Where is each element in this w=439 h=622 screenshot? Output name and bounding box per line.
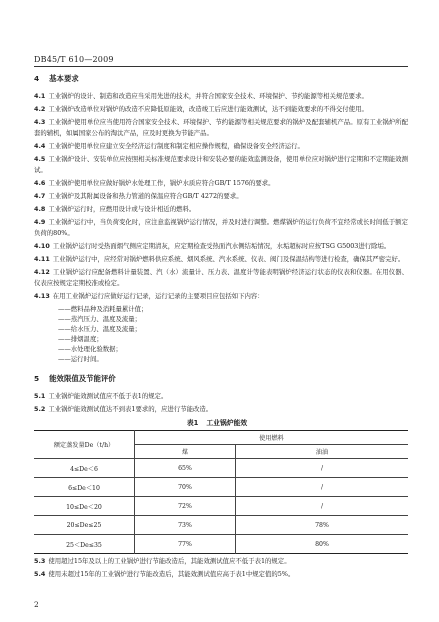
clause-text: 工业锅炉运行中，应经常对锅炉燃料供应系统、烟风系统、汽水系统、仪表、阀门及保温结构等进行检查，确保其严密完好。	[52, 255, 405, 263]
oil-cell: 80%	[236, 535, 409, 554]
list-item: ——排烟温度；	[58, 335, 103, 343]
clause-text: 工业锅炉运行时受热面烟气侧应定期清灰，应定期检查受热面汽水侧结垢情况，水垢超标时应按TSG G5003进行除垢。	[52, 242, 391, 250]
list-item: ——给水压力、温度及流量；	[58, 325, 142, 333]
clause-number: 4.1	[34, 92, 46, 100]
clause	[34, 267, 408, 289]
oil-cell: /	[236, 497, 409, 516]
clause	[34, 154, 408, 176]
clause	[34, 556, 408, 567]
clause	[34, 191, 408, 202]
table-row	[34, 459, 408, 478]
table-title: 工业锅炉能效	[206, 419, 248, 427]
coal-cell: 70%	[135, 478, 236, 497]
clause-number: 4.2	[34, 105, 46, 113]
coal-cell: 72%	[135, 497, 236, 516]
list-item: ——运行时间。	[58, 355, 103, 363]
capacity-cell: 25＜De≤35	[34, 535, 135, 554]
clause-text: 工业锅炉运行时，应燃用设计或与设计相近的燃料。	[48, 205, 196, 213]
coal-cell: 77%	[135, 535, 236, 554]
clause-text: 工业锅炉使用单位应建立安全经济运行制度和制定相应操作规程，确保设备安全经济运行。	[48, 142, 304, 150]
section-4-title	[34, 74, 408, 84]
clause	[34, 104, 408, 115]
clause-number: 4.9	[34, 218, 46, 226]
fuel-group-header: 使用燃料	[135, 431, 409, 445]
clause	[34, 569, 408, 580]
section-heading: 基本要求	[49, 74, 79, 83]
clause	[34, 241, 408, 252]
clause	[34, 178, 408, 189]
clause-number: 4.6	[34, 179, 46, 187]
coal-cell: 73%	[135, 516, 236, 535]
clause-text: 工业锅炉使用单位应做好锅炉水处理工作，锅炉水质应符合GB/T 1576的要求。	[48, 179, 275, 187]
clause	[34, 254, 408, 265]
clause-number: 4.3	[34, 118, 46, 126]
oil-cell: /	[236, 478, 409, 497]
clause-number: 4.7	[34, 192, 46, 200]
clause-text: 工业锅炉能效测试值达不到表1要求的，应进行节能改造。	[48, 405, 213, 413]
page-number: 2	[34, 600, 39, 609]
page-content	[34, 74, 408, 582]
clause-text: 使用未超过15年的工业锅炉进行节能改造后，其能效测试值应高于表1中规定值的5%。	[48, 570, 295, 578]
coal-cell: 65%	[135, 459, 236, 478]
table-row	[34, 478, 408, 497]
clause-number: 4.5	[34, 155, 46, 163]
list-item: ——水处理化验数据；	[58, 345, 122, 353]
clause	[34, 217, 408, 239]
clause-text: 在用工业锅炉运行应做好运行记录，运行记录的主要项目应包括如下内容：	[52, 292, 264, 300]
clause-number: 4.4	[34, 142, 46, 150]
table-label: 表1	[186, 419, 199, 427]
clause-number: 5.2	[34, 405, 46, 413]
clause-text: 使用超过15年及以上的工业锅炉进行节能改造后，其能效测试值应不低于表1的规定。	[48, 557, 291, 565]
clause	[34, 141, 408, 152]
clause	[34, 404, 408, 415]
clause-text: 工业锅炉设计、安装单位应按照相关标准规范要求设计和安装必要的能效监测设备，使用单位应对锅炉进行定期和不定期能效测试。	[34, 155, 408, 174]
section-number: 5	[34, 374, 40, 383]
capacity-header: 额定蒸发量De（t/h）	[34, 431, 135, 459]
oil-cell: 78%	[236, 516, 409, 535]
record-items-list	[34, 304, 408, 364]
clause-number: 4.13	[34, 292, 50, 300]
header-rule	[34, 66, 408, 67]
list-item: ——燃料品种及消耗量累计值；	[58, 305, 148, 313]
clause-text: 工业锅炉及其附属设备和热力管道的保温应符合GB/T 4272的要求。	[48, 192, 243, 200]
clause	[34, 91, 408, 102]
clause-text: 工业锅炉运行应配备燃料计量装置、汽（水）流量计、压力表、温度计等能表明锅炉经济运行状态的仪表和仪器。在用仪器、仪表应按规定定期校准或检定。	[34, 268, 408, 287]
clause	[34, 204, 408, 215]
clause-text: 工业锅炉改造单位对锅炉的改造不应降低原能效，改造竣工后应进行能效测试，达不到能效要求的不得交付使用。	[48, 105, 368, 113]
clause-number: 5.3	[34, 557, 46, 565]
clause-number: 4.12	[34, 268, 50, 276]
oil-cell: /	[236, 459, 409, 478]
clause-number: 4.8	[34, 205, 46, 213]
clause-text: 工业锅炉能效测试值应不低于表1的规定。	[48, 392, 168, 400]
clause-number: 5.1	[34, 392, 46, 400]
clause	[34, 291, 408, 302]
table-caption	[34, 417, 408, 427]
table-row	[34, 516, 408, 535]
clause	[34, 117, 408, 139]
standard-code: DB45/T 610—2009	[34, 55, 114, 64]
oil-header: 油油	[236, 445, 409, 459]
capacity-cell: 10≤De＜20	[34, 497, 135, 516]
clause-number: 5.4	[34, 570, 46, 578]
table-row	[34, 535, 408, 554]
clause-number: 4.11	[34, 255, 50, 263]
section-5-title	[34, 374, 408, 384]
clause	[34, 391, 408, 402]
capacity-cell: 4≤De＜6	[34, 459, 135, 478]
section-heading: 能效限值及节能评价	[49, 374, 116, 383]
efficiency-table	[34, 430, 408, 554]
clause-text: 工业锅炉使用单位应当使用符合国家安全技术、环境保护、节约能源等相关规范要求的锅炉及配套辅机产品。原有工业锅炉所配套的辅机，如属国家公布的淘汰产品，应及时更换为节能产品。	[34, 118, 408, 137]
list-item: ——蒸汽压力、温度及流量；	[58, 315, 142, 323]
clause-text: 工业锅炉的设计、制造和改造应当采用先进的技术，并符合国家安全技术、环境保护、节约能源等相关规范要求。	[48, 92, 368, 100]
table-row	[34, 497, 408, 516]
clause-number: 4.10	[34, 242, 50, 250]
capacity-cell: 6≤De＜10	[34, 478, 135, 497]
section-number: 4	[34, 74, 40, 83]
clause-text: 工业锅炉运行中，当负荷变化时，应注意监视锅炉运行情况，并及时进行调整。燃煤锅炉的运行负荷不宜经常或长时间低于额定负荷的80%。	[34, 218, 408, 237]
capacity-cell: 20≤De≤25	[34, 516, 135, 535]
coal-header: 煤	[135, 445, 236, 459]
